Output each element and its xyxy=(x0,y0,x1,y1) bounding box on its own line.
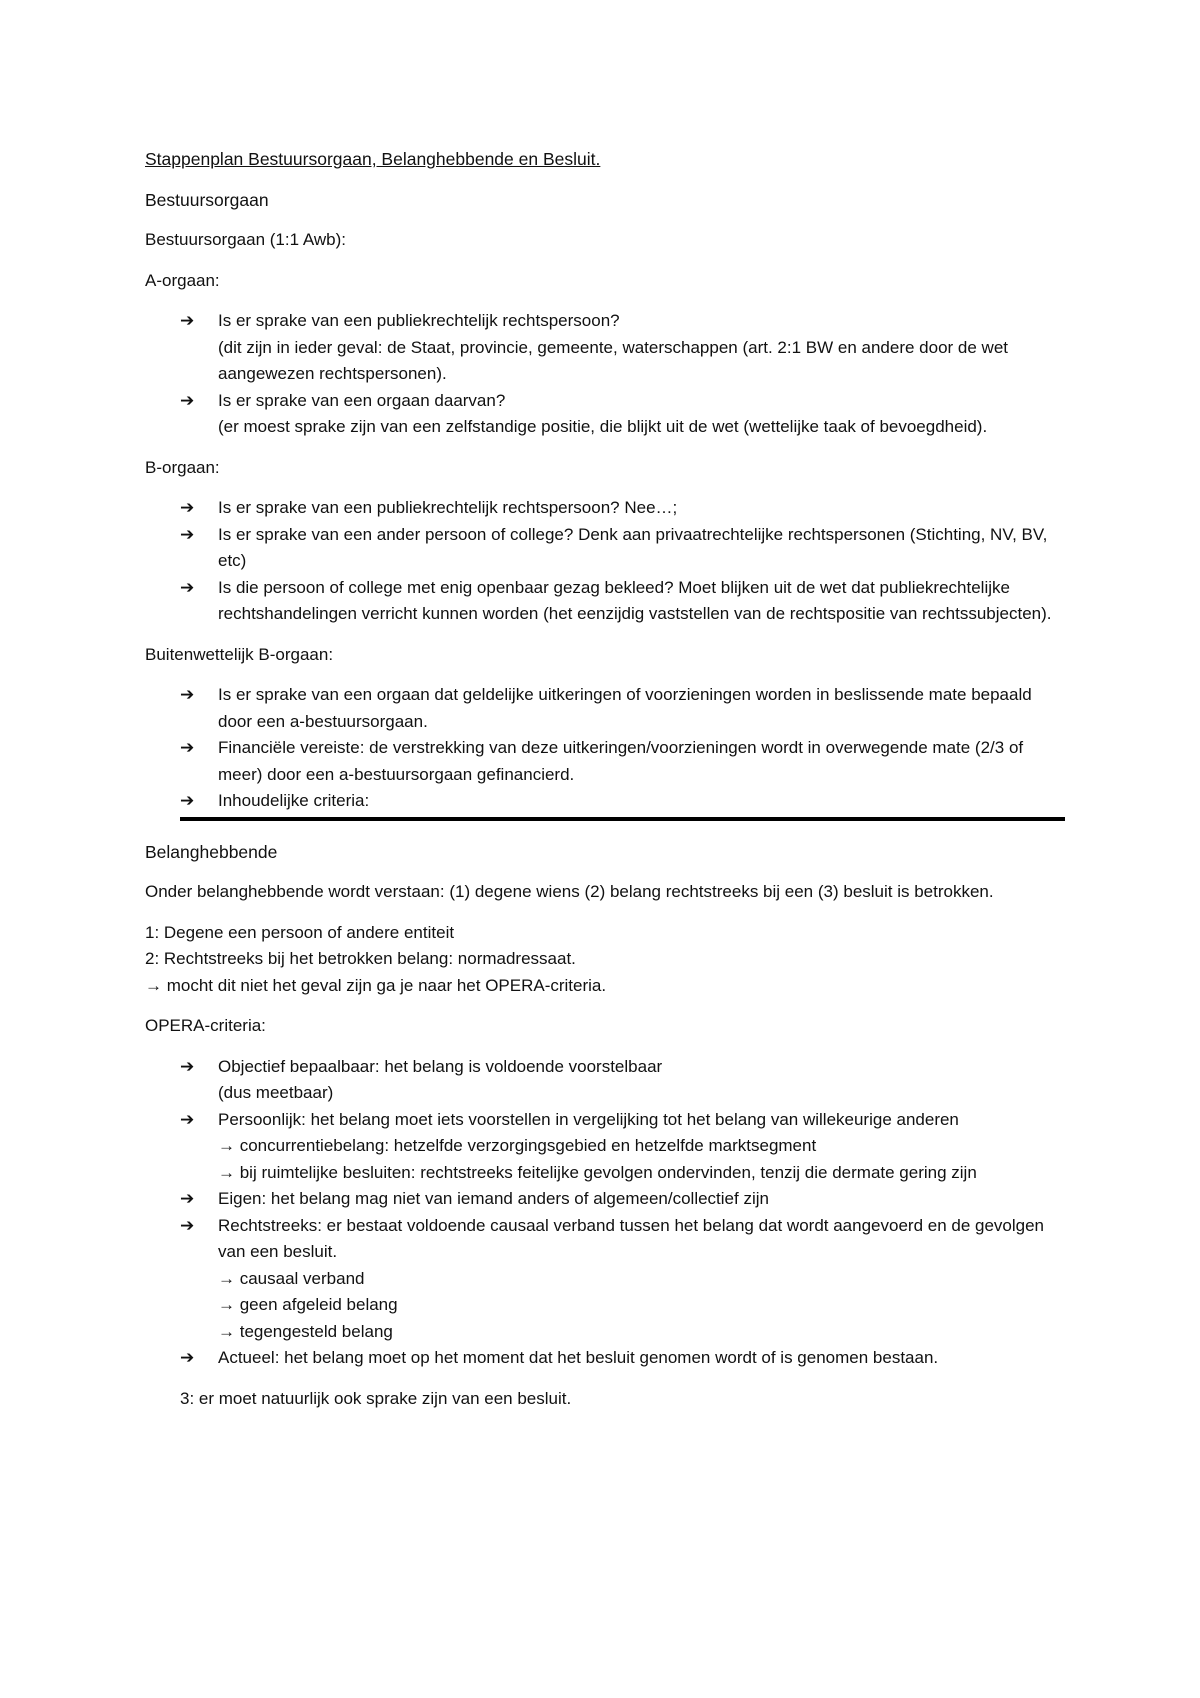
line-item: 2: Rechtstreeks bij het betrokken belang: normadressaat. xyxy=(145,949,576,968)
arrow-right-icon: ➔ xyxy=(180,1056,195,1076)
item-main: Inhoudelijke criteria: xyxy=(218,791,370,810)
subheading-bestuursorgaan-awb: Bestuursorgaan (1:1 Awb): xyxy=(145,230,346,249)
arrow-right-icon: ➔ xyxy=(180,1109,195,1129)
list-item xyxy=(180,788,1065,815)
item-main: Is er sprake van een publiekrechtelijk rechtspersoon? xyxy=(218,311,620,330)
item-sub: → causaal verband xyxy=(218,1268,365,1288)
label-buitenwettelijk-b-orgaan: Buitenwettelijk B-orgaan: xyxy=(145,644,334,664)
line-item: 1: Degene een persoon of andere entiteit xyxy=(145,922,455,942)
list-opera-criteria xyxy=(145,1054,1065,1372)
section-heading-belanghebbende: Belanghebbende xyxy=(145,841,278,862)
arrow-right-icon: ➔ xyxy=(180,1215,195,1235)
item-main: Is er sprake van een orgaan dat geldelijke uitkeringen of voorzieningen worden in beslissende mate bepaald door een a-bestuursorgaan. xyxy=(218,685,1032,731)
list-item xyxy=(180,308,1065,388)
item-sub: → geen afgeleid belang xyxy=(218,1295,398,1314)
label-a-orgaan: A-orgaan: xyxy=(145,270,220,290)
list-item xyxy=(180,1186,1065,1213)
item-main: Is er sprake van een orgaan daarvan? xyxy=(218,390,506,410)
list-item xyxy=(180,1107,1065,1187)
item-main: Is er sprake van een publiekrechtelijk rechtspersoon? Nee…; xyxy=(218,498,678,517)
document-title: Stappenplan Bestuursorgaan, Belanghebbende en Besluit. xyxy=(145,149,601,169)
item-main: Persoonlijk: het belang moet iets voorstellen in vergelijking tot het belang van willekeurige anderen xyxy=(218,1109,959,1129)
item-sub: (dit zijn in ieder geval: de Staat, provincie, gemeente, waterschappen (art. 2:1 BW en andere door de wet aangewezen rechtspersonen). xyxy=(218,337,1009,383)
arrow-right-icon: ➔ xyxy=(180,1348,195,1367)
list-item xyxy=(180,388,1065,441)
list-item xyxy=(180,682,1065,735)
item-main: Rechtstreeks: er bestaat voldoende causaal verband tussen het belang dat wordt aangevoerd en de gevolgen van een besluit. xyxy=(218,1215,1045,1261)
list-item xyxy=(180,522,1065,575)
arrow-right-icon: ➔ xyxy=(180,791,195,810)
arrow-right-icon: ➔ xyxy=(180,685,195,704)
item-sub: (er moest sprake zijn van een zelfstandige positie, die blijkt uit de wet (wettelijke taak of bevoegdheid). xyxy=(218,417,988,436)
list-buitenwettelijk xyxy=(145,682,1065,815)
belanghebbende-lines xyxy=(145,920,1065,1000)
section-heading-bestuursorgaan: Bestuursorgaan xyxy=(145,189,269,210)
document-page xyxy=(145,146,1065,1426)
item-main: Actueel: het belang moet op het moment dat het besluit genomen wordt of is genomen bestaan. xyxy=(218,1348,939,1367)
item-sub: → concurrentiebelang: hetzelfde verzorgingsgebied en hetzelfde marktsegment xyxy=(218,1136,817,1155)
horizontal-divider xyxy=(180,817,1065,821)
label-b-orgaan: B-orgaan: xyxy=(145,457,220,477)
arrow-right-icon: ➔ xyxy=(180,524,195,544)
arrow-right-icon: ➔ xyxy=(180,1189,195,1208)
belanghebbende-intro: Onder belanghebbende wordt verstaan: (1) degene wiens (2) belang rechtstreeks bij een (3) besluit is betrokken. xyxy=(145,882,994,901)
list-item xyxy=(180,1054,1065,1107)
line-item: → mocht dit niet het geval zijn ga je naar het OPERA-criteria. xyxy=(145,975,607,995)
list-b-orgaan xyxy=(145,495,1065,628)
list-a-orgaan xyxy=(145,308,1065,441)
item-main: Objectief bepaalbaar: het belang is voldoende voorstelbaar xyxy=(218,1056,663,1076)
arrow-right-icon: ➔ xyxy=(180,311,195,330)
item-main: Is er sprake van een ander persoon of college? Denk aan privaatrechtelijke rechtspersonen (Stichting, NV, BV, etc) xyxy=(218,524,1048,570)
arrow-right-icon: ➔ xyxy=(180,498,195,517)
item-main: Eigen: het belang mag niet van iemand anders of algemeen/collectief zijn xyxy=(218,1189,769,1208)
list-item xyxy=(180,1213,1065,1346)
list-item xyxy=(180,575,1065,628)
item-sub: → bij ruimtelijke besluiten: rechtstreeks feitelijke gevolgen ondervinden, tenzij die dermate gering zijn xyxy=(218,1162,977,1182)
arrow-right-icon: ➔ xyxy=(180,738,195,757)
item-sub: → tegengesteld belang xyxy=(218,1321,393,1341)
closing-line: 3: er moet natuurlijk ook sprake zijn van een besluit. xyxy=(180,1388,572,1408)
arrow-right-icon: ➔ xyxy=(180,390,195,410)
item-main: Is die persoon of college met enig openbaar gezag bekleed? Moet blijken uit de wet dat publiekrechtelijke rechtshandelingen verricht kunnen worden (het eenzijdig vaststellen van de rechtspositie van rechtssubjecten). xyxy=(218,577,1052,623)
item-main: Financiële vereiste: de verstrekking van deze uitkeringen/voorzieningen wordt in overwegende mate (2/3 of meer) door een a-bestuursorgaan gefinancierd. xyxy=(218,738,1024,784)
list-item xyxy=(180,735,1065,788)
list-item xyxy=(180,495,1065,522)
label-opera-criteria: OPERA-criteria: xyxy=(145,1016,266,1035)
item-sub: (dus meetbaar) xyxy=(218,1083,334,1102)
list-item xyxy=(180,1345,1065,1372)
arrow-right-icon: ➔ xyxy=(180,577,195,597)
